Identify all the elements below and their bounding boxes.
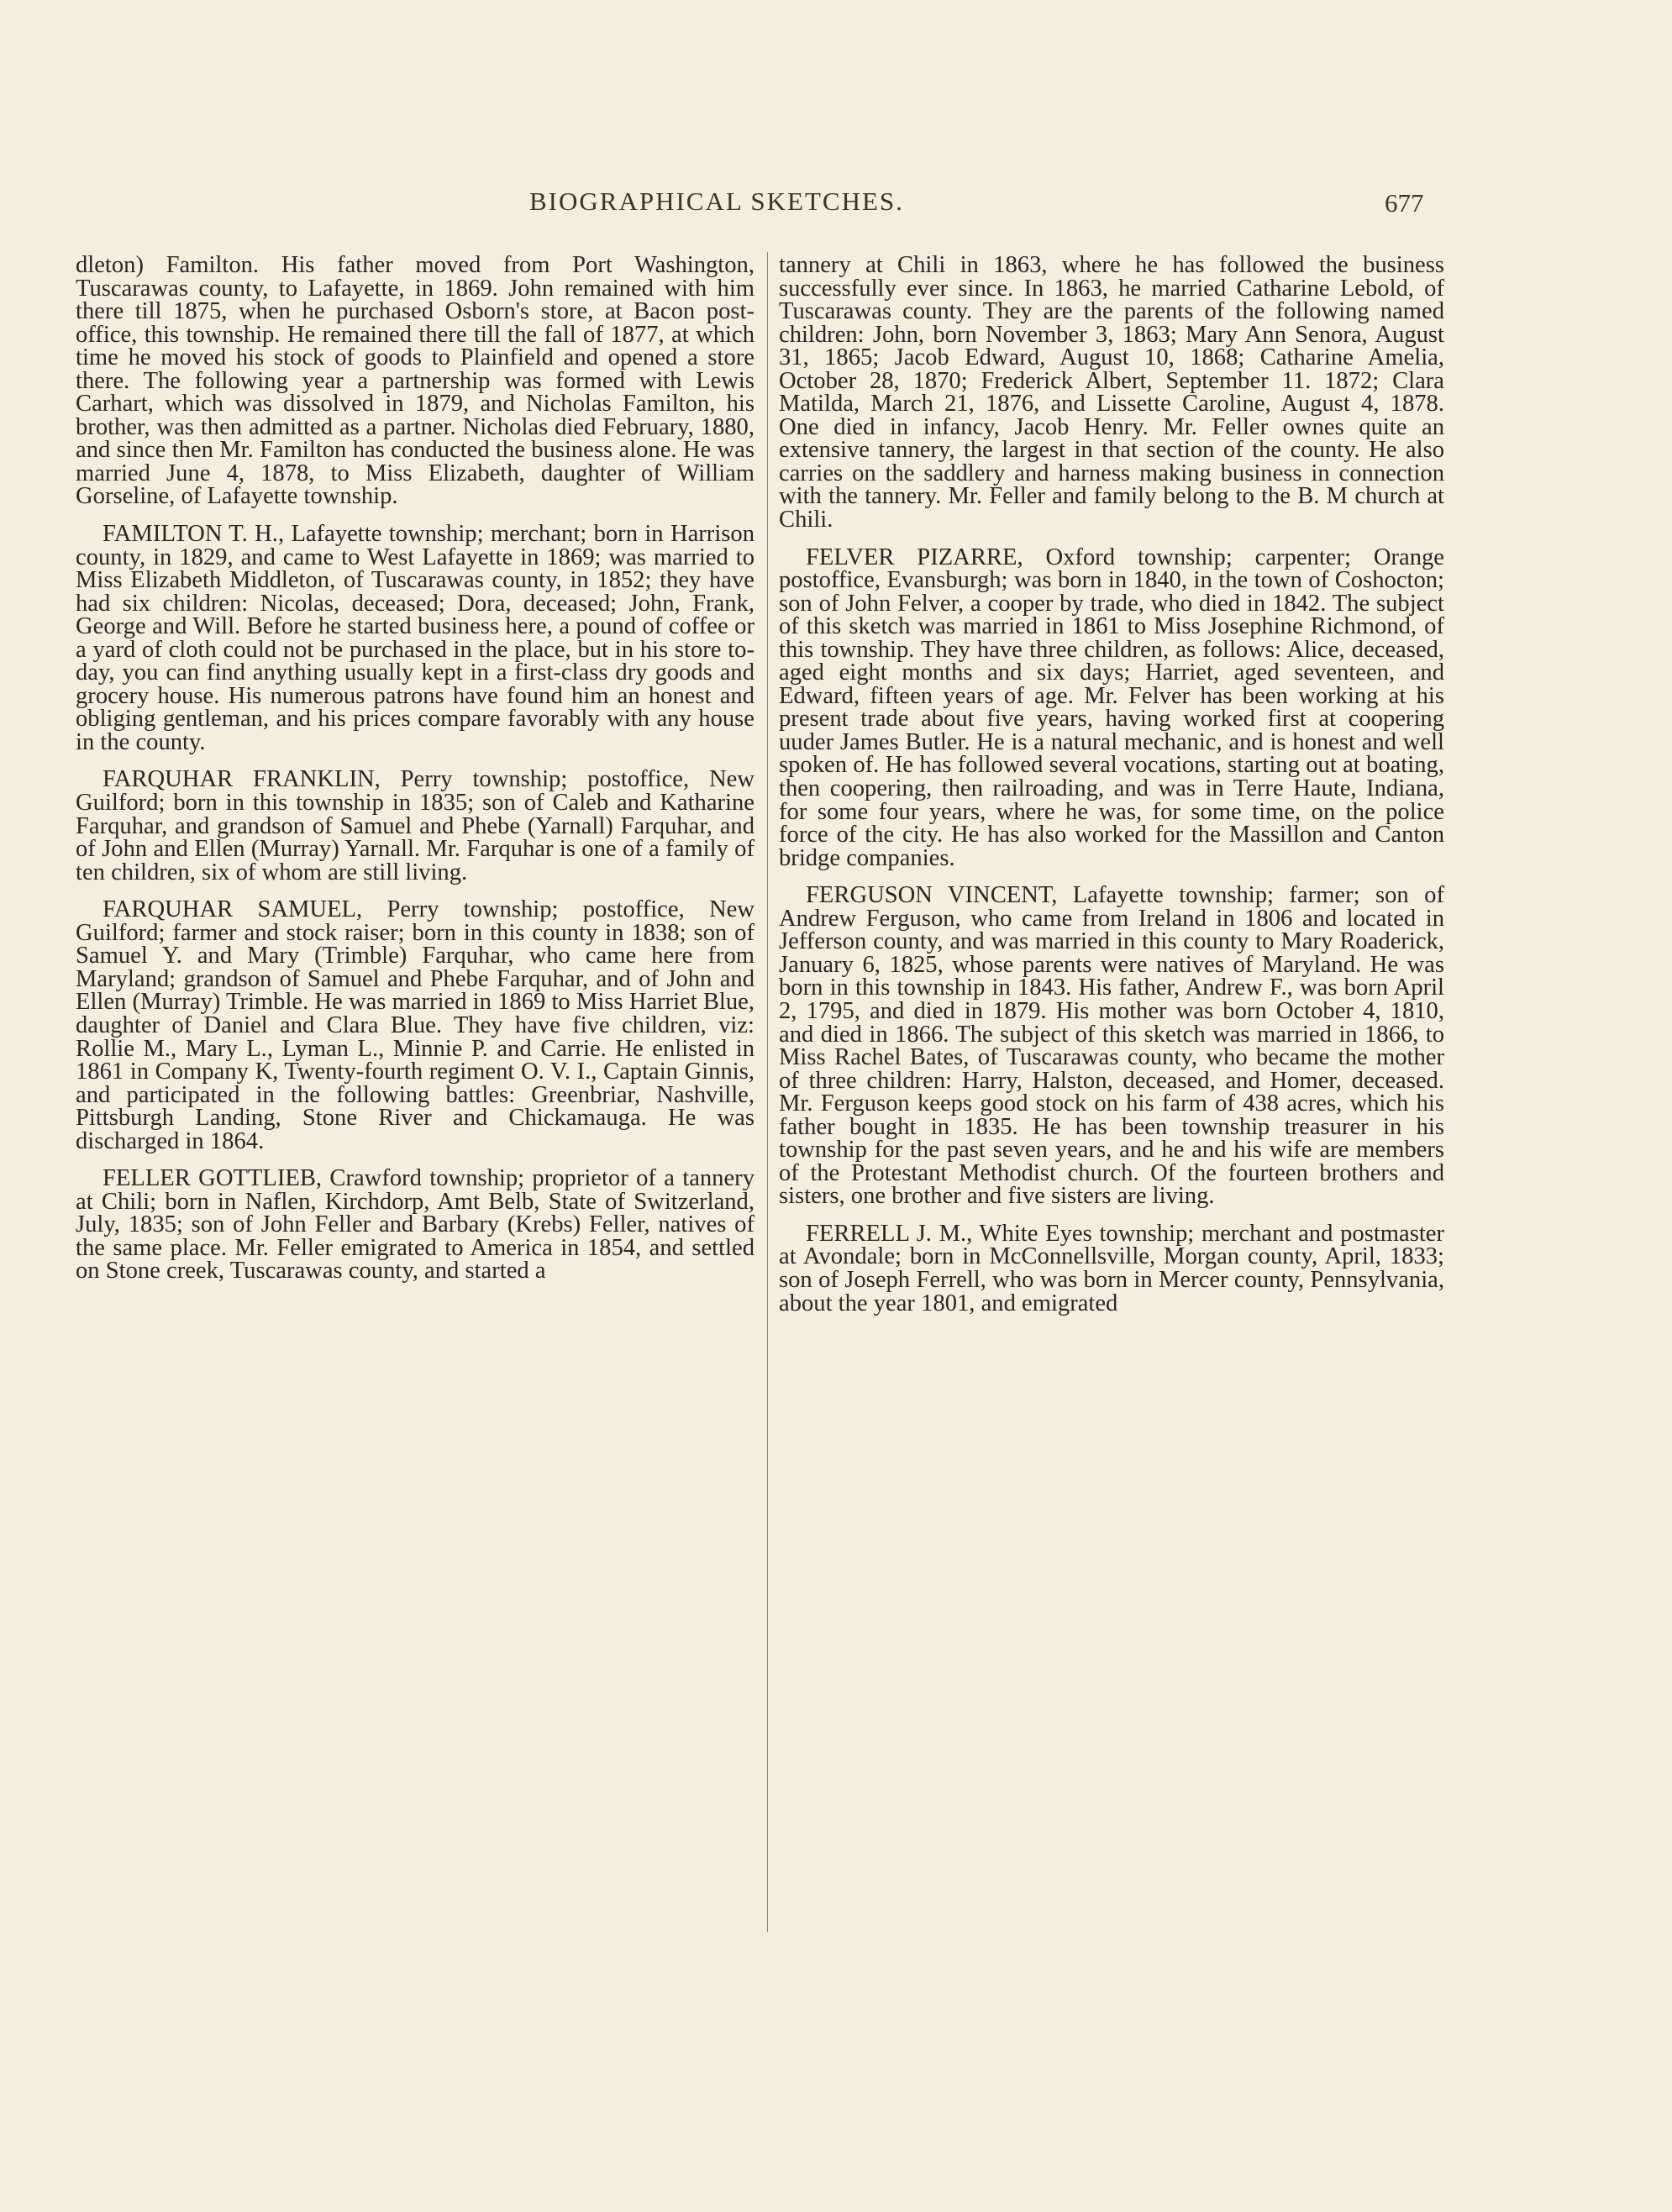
entry-feller-gottlieb: FELLER GOTTLIEB, Crawford township; proprietor of a tannery at Chili; born in Naflen, Kirchdorp, Amt Belb, State of Switzerland, July, 1835; son of John Feller and Barbary (Krebs) Feller, natives of the same place. Mr. Feller emigrated to America in 1854, and settled on Stone creek, Tuscarawas county, and started a — [76, 1165, 755, 1285]
entry-feller-gottlieb-continued: tannery at Chili in 1863, where he has followed the business successfully ever since. In 1863, he married Catharine Lebold, of Tuscarawas county. They are the parents of the following named children: John, born November 3, 1863; Mary Ann Senora, August 31, 1865; Jacob Edward, August 10, 1868; Catharine Amelia, October 28, 1870; Frederick Albert, September 11. 1872; Clara Matilda, March 21, 1876, and Lissette Caroline, August 4, 1878. One died in infancy, Jacob Henry. Mr. Feller ownes quite an extensive tannery, the largest in that section of the county. He also carries on the saddlery and harness making business in connection with the tannery. Mr. Feller and family belong to the B. M church at Chili. — [779, 252, 1444, 533]
entry-familton-john-continued: dleton) Familton. His father moved from Port Washington, Tuscarawas county, to Lafayette, in 1869. John remained with him there till 1875, when he purchased Osborn's store, at Bacon post-office, this township. He remained there till the fall of 1877, at which time he moved his stock of goods to Plainfield and opened a store there. The following year a partnership was formed with Lewis Carhart, which was dissolved in 1879, and Nicholas Familton, his brother, was then admitted as a partner. Nicholas died February, 1880, and since then Mr. Familton has conducted the business alone. He was married June 4, 1878, to Miss Elizabeth, daughter of William Gorseline, of Lafayette township. — [76, 252, 755, 510]
entry-farquhar-samuel: FARQUHAR SAMUEL, Perry township; postoffice, New Guilford; farmer and stock raiser; born in this county in 1838; son of Samuel Y. and Mary (Trimble) Farquhar, who came here from Maryland; grandson of Samuel and Phebe Farquhar, and of John and Ellen (Murray) Trimble. He was married in 1869 to Miss Harriet Blue, daughter of Daniel and Clara Blue. They have five children, viz: Rollie M., Mary L., Lyman L., Minnie P. and Carrie. He enlisted in 1861 in Company K, Twenty-fourth regiment O. V. I., Captain Ginnis, and participated in the following battles: Greenbriar, Nashville, Pittsburgh Landing, Stone River and Chickamauga. He was discharged in 1864. — [76, 896, 755, 1154]
left-column — [76, 254, 755, 1283]
page-number: 677 — [1385, 188, 1424, 218]
right-column — [779, 254, 1444, 1315]
entry-ferguson-vincent: FERGUSON VINCENT, Lafayette township; farmer; son of Andrew Ferguson, who came from Ireland in 1806 and located in Jefferson county, and was married in this county to Mary Roaderick, January 6, 1825, whose parents were natives of Maryland. He was born in this township in 1843. His father, Andrew F., was born April 2, 1795, and died in 1879. His mother was born October 4, 1810, and died in 1866. The subject of this sketch was married in 1866, to Miss Rachel Bates, of Tuscarawas county, who became the mother of three children: Harry, Halston, deceased, and Homer, deceased. Mr. Ferguson keeps good stock on his farm of 438 acres, which his father bought in 1835. He has been township treasurer in his township for the past seven years, and he and his wife are members of the Protestant Methodist church. Of the fourteen brothers and sisters, one brother and five sisters are living. — [779, 882, 1444, 1210]
page-header — [0, 187, 1672, 220]
running-head: BIOGRAPHICAL SKETCHES. — [529, 187, 904, 216]
entry-ferrell-jm: FERRELL J. M., White Eyes township; merchant and postmaster at Avondale; born in McConnellsville, Morgan county, April, 1833; son of Joseph Ferrell, who was born in Mercer county, Pennsylvania, about the year 1801, and emigrated — [779, 1220, 1444, 1316]
column-divider — [767, 252, 768, 1932]
entry-farquhar-franklin: FARQUHAR FRANKLIN, Perry township; postoffice, New Guilford; born in this township in 1835; son of Caleb and Katharine Farquhar, and grandson of Samuel and Phebe (Yarnall) Farquhar, and of John and Ellen (Murray) Yarnall. Mr. Farquhar is one of a family of ten children, six of whom are still living. — [76, 766, 755, 885]
entry-felver-pizarre: FELVER PIZARRE, Oxford township; carpenter; Orange postoffice, Evansburgh; was born in 1840, in the town of Coshocton; son of John Felver, a cooper by trade, who died in 1842. The subject of this sketch was married in 1861 to Miss Josephine Richmond, of this township. They have three children, as follows: Alice, deceased, aged eight months and six days; Harriet, aged seventeen, and Edward, fifteen years of age. Mr. Felver has been working at his present trade about five years, having worked first at coopering uuder James Butler. He is a natural mechanic, and is honest and well spoken of. He has followed several vocations, starting out at boating, then coopering, then railroading, and was in Terre Haute, Indiana, for some four years, where he was, for some time, on the police force of the city. He has also worked for the Massillon and Canton bridge companies. — [779, 544, 1444, 871]
entry-familton-th: FAMILTON T. H., Lafayette township; merchant; born in Harrison county, in 1829, and came to West Lafayette in 1869; was married to Miss Elizabeth Middleton, of Tuscarawas county, in 1852; they have had six children: Nicolas, deceased; Dora, deceased; John, Frank, George and Will. Before he started business here, a pound of coffee or a yard of cloth could not be purchased in the place, but in his store to-day, you can find anything usually kept in a first-class dry goods and grocery house. His numerous patrons have found him an honest and obliging gentleman, and his prices compare favorably with any house in the county. — [76, 521, 755, 755]
